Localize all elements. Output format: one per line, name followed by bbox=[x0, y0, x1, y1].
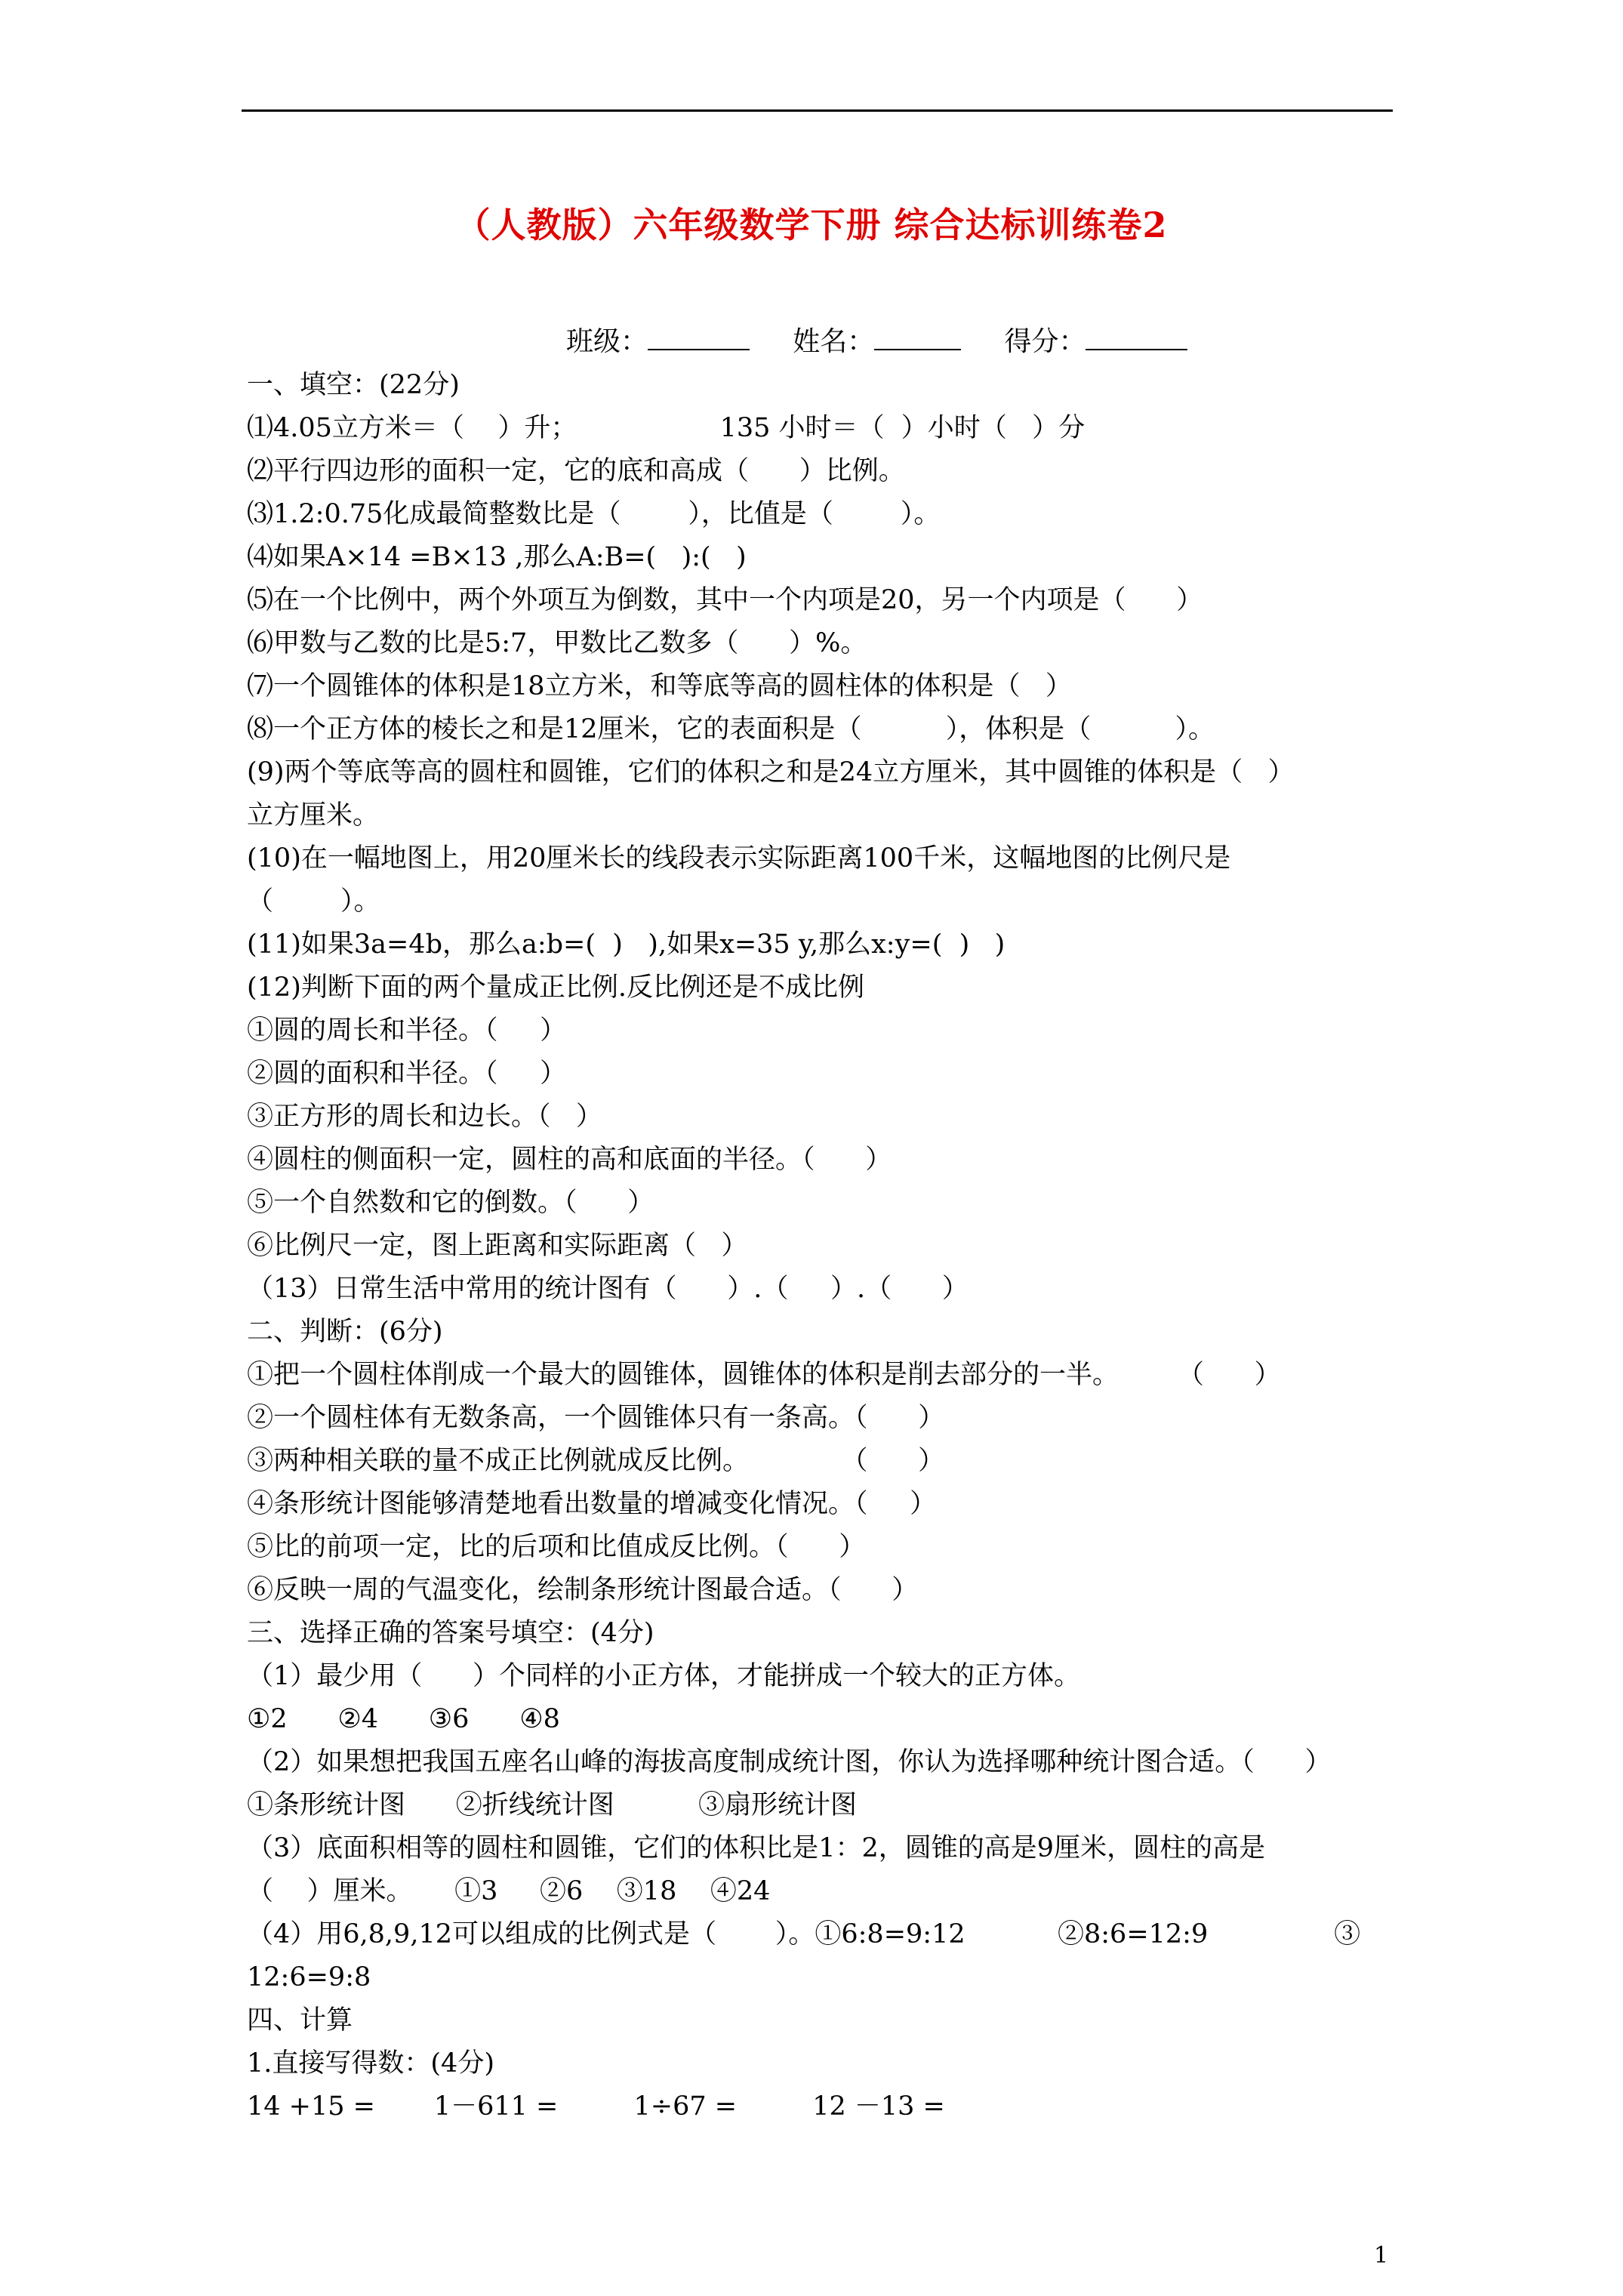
question-line: （3）底面积相等的圆柱和圆锥，它们的体积比是1：2，圆锥的高是9厘米，圆柱的高是 bbox=[247, 1833, 1266, 1863]
question-line: 二、判断：(6分) bbox=[247, 1317, 443, 1347]
question-line: ⑤比的前项一定，比的后项和比值成反比例。（ ） bbox=[247, 1532, 866, 1562]
question-line: ④条形统计图能够清楚地看出数量的增减变化情况。（ ） bbox=[247, 1489, 937, 1519]
question-line: ①把一个圆柱体削成一个最大的圆锥体，圆锥体的体积是削去部分的一半。 （ ） bbox=[247, 1360, 1281, 1390]
page-number: 1 bbox=[1374, 2242, 1389, 2269]
question-line: ⑥反映一周的气温变化，绘制条形统计图最合适。（ ） bbox=[247, 1575, 919, 1605]
question-line: ⑸在一个比例中，两个外项互为倒数，其中一个内项是20，另一个内项是（ ） bbox=[247, 585, 1203, 615]
question-line: (11)如果3a=4b，那么a:b=( ) ),如果x=35 y,那么x:y=( ) ) bbox=[247, 929, 1006, 960]
name-blank bbox=[874, 322, 961, 350]
question-line: ③两种相关联的量不成正比例就成反比例。 （ ） bbox=[247, 1446, 945, 1476]
question-line: (9)两个等底等高的圆柱和圆锥，它们的体积之和是24立方厘米，其中圆锥的体积是（ ） bbox=[247, 757, 1295, 787]
question-line: 12:6=9:8 bbox=[247, 1962, 371, 1992]
question-line: (12)判断下面的两个量成正比例.反比例还是不成比例 bbox=[247, 972, 864, 1003]
question-line: （13）日常生活中常用的统计图有（ ）.（ ）.（ ） bbox=[247, 1274, 969, 1304]
question-line: 立方厘米。 bbox=[247, 800, 380, 831]
question-line: (10)在一幅地图上，用20厘米长的线段表示实际距离100千米，这幅地图的比例尺是 bbox=[247, 843, 1231, 874]
question-line: （4）用6,8,9,12可以组成的比例式是（ ）。①6:8=9:12 ②8:6=12:9 ③ bbox=[247, 1919, 1361, 1949]
score-label: 得分： bbox=[1004, 326, 1086, 357]
question-line: ①2 ②4 ③6 ④8 bbox=[247, 1704, 560, 1734]
question-line: ②圆的面积和半径。（ ） bbox=[247, 1059, 567, 1089]
question-line: 14 +15 = 1－611 = 1÷67 = 12 －13 = bbox=[247, 2091, 945, 2122]
question-line: ⑶1.2:0.75化成最简整数比是（ ），比值是（ ）。 bbox=[247, 499, 941, 529]
question-line: ⑴4.05立方米＝（ ）升； 135 小时＝（ ）小时（ ）分 bbox=[247, 413, 1086, 443]
question-line: ①圆的周长和半径。（ ） bbox=[247, 1015, 567, 1046]
question-line: （2）如果想把我国五座名山峰的海拔高度制成统计图，你认为选择哪种统计图合适。（ ） bbox=[247, 1747, 1332, 1777]
question-line: ⑥比例尺一定，图上距离和实际距离（ ） bbox=[247, 1231, 748, 1261]
top-rule bbox=[242, 109, 1393, 112]
question-line: ①条形统计图 ②折线统计图 ③扇形统计图 bbox=[247, 1790, 858, 1820]
name-label: 姓名： bbox=[793, 326, 875, 357]
question-line: ⑻一个正方体的棱长之和是12厘米，它的表面积是（ ），体积是（ ）。 bbox=[247, 714, 1215, 744]
student-info-row bbox=[566, 320, 1187, 359]
question-line: ⑷如果A×14 =B×13 ,那么A:B=( ):( ) bbox=[247, 542, 747, 572]
question-line: ⑤一个自然数和它的倒数。（ ） bbox=[247, 1188, 654, 1218]
question-line: 一、填空：(22分) bbox=[247, 370, 460, 400]
class-blank bbox=[648, 322, 750, 350]
question-line: ②一个圆柱体有无数条高，一个圆锥体只有一条高。（ ） bbox=[247, 1403, 945, 1433]
question-line: ⑹甲数与乙数的比是5:7，甲数比乙数多（ ）%。 bbox=[247, 628, 867, 658]
question-line: 1.直接写得数：(4分) bbox=[247, 2048, 494, 2079]
question-line: （ ）厘米。 ①3 ②6 ③18 ④24 bbox=[247, 1876, 771, 1906]
question-line: 三、选择正确的答案号填空：(4分) bbox=[247, 1618, 654, 1648]
question-line: ⑺一个圆锥体的体积是18立方米，和等底等高的圆柱体的体积是（ ） bbox=[247, 671, 1072, 701]
question-line: 四、计算 bbox=[247, 2005, 353, 2036]
question-line: ④圆柱的侧面积一定，圆柱的高和底面的半径。（ ） bbox=[247, 1145, 892, 1175]
question-list bbox=[247, 364, 1402, 2128]
page-title: （人教版）六年级数学下册 综合达标训练卷2 bbox=[455, 205, 1168, 245]
question-line: （ ）。 bbox=[247, 886, 380, 917]
question-line: （1）最少用（ ）个同样的小正方体，才能拼成一个较大的正方体。 bbox=[247, 1661, 1081, 1691]
question-line: ⑵平行四边形的面积一定，它的底和高成（ ）比例。 bbox=[247, 456, 905, 486]
class-label: 班级： bbox=[566, 326, 648, 357]
question-line: ③正方形的周长和边长。（ ） bbox=[247, 1102, 602, 1132]
score-blank bbox=[1086, 322, 1187, 350]
